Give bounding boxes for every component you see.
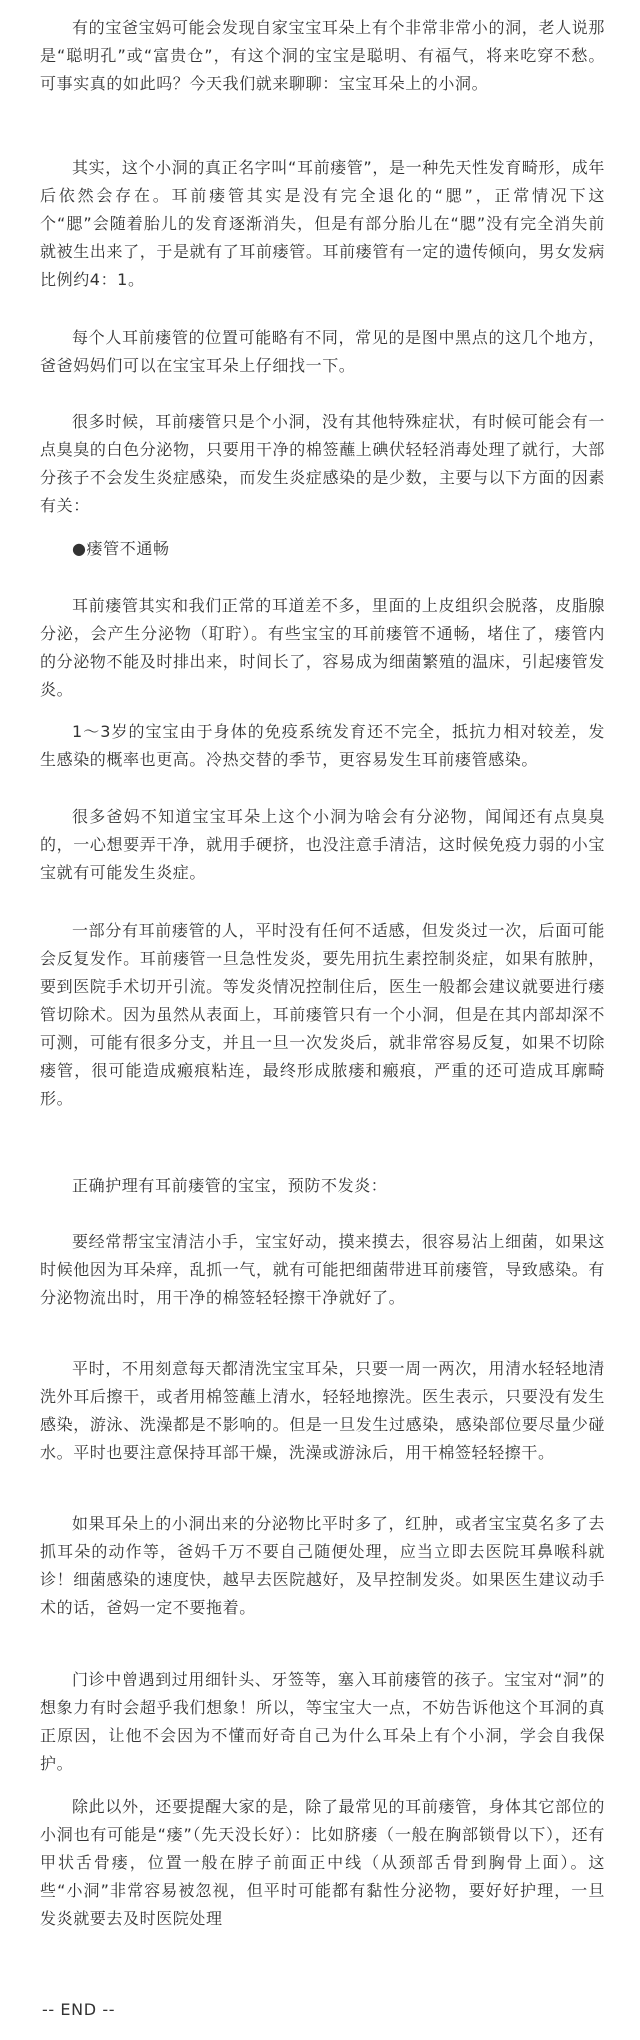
paragraph-location: 每个人耳前瘘管的位置可能略有不同，常见的是图中黑点的这几个地方，爸爸妈妈们可以在宝宝耳朵上仔细找一下。 (40, 328, 605, 375)
end-marker: -- END -- (42, 2000, 116, 2019)
paragraph-definition: 其实，这个小洞的真正名字叫“耳前瘘管”，是一种先天性发育畸形，成年后依然会存在。耳前瘘管其实是没有完全退化的“腮”，正常情况下这个“腮”会随着胎儿的发育逐渐消失，但是有部分胎儿在“腮”没有完全消失前就被生出来了，于是就有了耳前瘘管。耳前瘘管有一定的遗传倾向，男女发病比例约4：1。 (40, 158, 605, 289)
paragraph-care-heading: 正确护理有耳前瘘管的宝宝，预防不发炎： (72, 1176, 388, 1195)
paragraph-see-doctor: 如果耳朵上的小洞出来的分泌物比平时多了，红肿，或者宝宝莫名多了去抓耳朵的动作等，爸妈千万不要自己随便处理，应当立即去医院耳鼻喉科就诊！细菌感染的速度快，越早去医院越好，及早控制发炎。如果医生建议动手术的话，爸妈一定不要拖着。 (40, 1514, 605, 1617)
bullet-heading-blocked-fistula: ●瘘管不通畅 (72, 539, 170, 558)
paragraph-squeezing: 很多爸妈不知道宝宝耳朵上这个小洞为啥会有分泌物，闻闻还有点臭臭的，一心想要弄干净，就用手硬挤，也没注意手清洁，这时候免疫力弱的小宝宝就有可能发生炎症。 (40, 807, 605, 882)
paragraph-curiosity: 门诊中曾遇到过用细针头、牙签等，塞入耳前瘘管的孩子。宝宝对“洞”的想象力有时会超乎我们想象！所以，等宝宝大一点，不妨告诉他这个耳洞的真正原因，让他不会因为不懂而好奇自己为什么耳朵上有个小洞，学会自我保护。 (40, 1670, 605, 1773)
paragraph-age-immunity: 1～3岁的宝宝由于身体的免疫系统发育还不完全，抵抗力相对较差，发生感染的概率也更高。冷热交替的季节，更容易发生耳前瘘管感染。 (40, 722, 605, 769)
paragraph-symptoms: 很多时候，耳前瘘管只是个小洞，没有其他特殊症状，有时候可能会有一点臭臭的白色分泌物，只要用干净的棉签蘸上碘伏轻轻消毒处理了就行，大部分孩子不会发生炎症感染，而发生炎症感染的是少数，主要与以下方面的因素有关： (40, 412, 605, 515)
paragraph-intro: 有的宝爸宝妈可能会发现自家宝宝耳朵上有个非常非常小的洞，老人说那是“聪明孔”或“富贵仓”，有这个洞的宝宝是聪明、有福气，将来吃穿不愁。可事实真的如此吗？今天我们就来聊聊：宝宝耳朵上的小洞。 (40, 18, 605, 93)
paragraph-blocked-fistula: 耳前瘘管其实和我们正常的耳道差不多，里面的上皮组织会脱落，皮脂腺分泌，会产生分泌物（耵聍）。有些宝宝的耳前瘘管不通畅，堵住了，瘘管内的分泌物不能及时排出来，时间长了，容易成为细菌繁殖的温床，引起瘘管发炎。 (40, 596, 605, 699)
paragraph-washing: 平时，不用刻意每天都清洗宝宝耳朵，只要一周一两次，用清水轻轻地清洗外耳后擦干，或者用棉签蘸上清水，轻轻地擦洗。医生表示，只要没有发生感染，游泳、洗澡都是不影响的。但是一旦发生过感染，感染部位要尽量少碰水。平时也要注意保持耳部干燥，洗澡或游泳后，用干棉签轻轻擦干。 (40, 1359, 605, 1462)
paragraph-clean-hands: 要经常帮宝宝清洁小手，宝宝好动，摸来摸去，很容易沾上细菌，如果这时候他因为耳朵痒，乱抓一气，就有可能把细菌带进耳前瘘管，导致感染。有分泌物流出时，用干净的棉签轻轻擦干净就好了。 (40, 1232, 605, 1307)
paragraph-treatment: 一部分有耳前瘘管的人，平时没有任何不适感，但发炎过一次，后面可能会反复发作。耳前瘘管一旦急性发炎，要先用抗生素控制炎症，如果有脓肿，要到医院手术切开引流。等发炎情况控制住后，医生一般都会建议就要进行瘘管切除术。因为虽然从表面上，耳前瘘管只有一个小洞，但是在其内部却深不可测，可能有很多分支，并且一旦一次发炎后，就非常容易反复，如果不切除瘘管，很可能造成瘢痕粘连，最终形成脓瘘和瘢痕，严重的还可造成耳廓畸形。 (40, 921, 605, 1108)
paragraph-other-fistulas: 除此以外，还要提醒大家的是，除了最常见的耳前瘘管，身体其它部位的小洞也有可能是“瘘”（先天没长好）：比如脐瘘（一般在胸部锁骨以下），还有甲状舌骨瘘，位置一般在脖子前面正中线（从颈部舌骨到胸骨上面）。这些“小洞”非常容易被忽视，但平时可能都有黏性分泌物，要好好护理，一旦发炎就要去及时医院处理 (40, 1797, 605, 1928)
